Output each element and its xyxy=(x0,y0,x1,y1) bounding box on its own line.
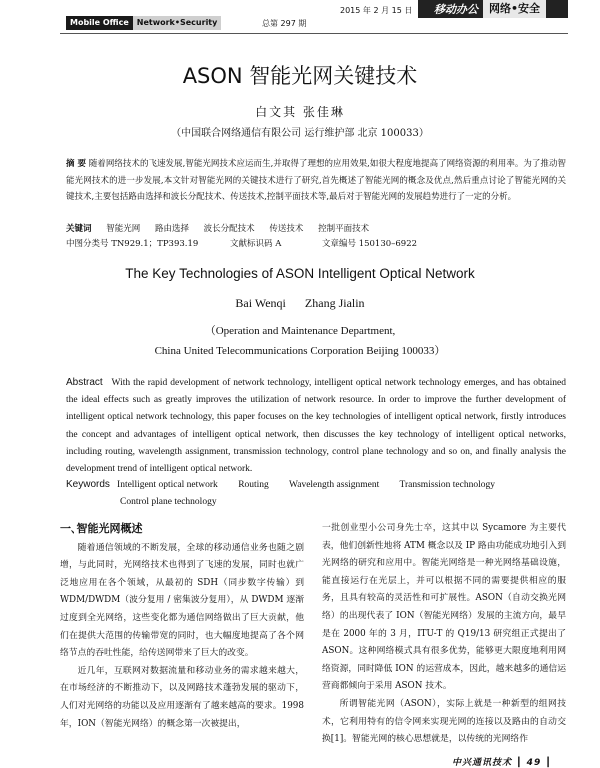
document-code: 文献标识码 A xyxy=(230,239,282,249)
issue-number: 总第 297 期 xyxy=(262,19,307,28)
clc-number: 中图分类号 TN929.1；TP393.19 xyxy=(66,239,199,249)
keyword-en: Routing xyxy=(238,480,269,490)
paper-title-en: The Key Technologies of ASON Intelligent Optical Network xyxy=(125,266,475,281)
abstract-cn-text: 随着网络技术的飞速发展,智能光网技术应运而生,并取得了理想的应用效果,如很大程度地提高了网络资源的利用率。为了推动智能光网技术的进一步发展,本文针对智能光网的关键技术进行了研究,首先概述了智能光网的概念及优点,然后重点讨论了智能光网的关键技术,主要包括路由选择和波长分配技术、传送技术,控制平面技术等,最后对于智能光网的发展趋势进行了一定的分析。 xyxy=(66,159,566,202)
author-en: Zhang Jialin xyxy=(304,296,365,310)
abstract-en-label: Abstract xyxy=(66,377,103,388)
keywords-cn-label: 关键词 xyxy=(66,224,92,234)
keyword-cn: 智能光网 xyxy=(106,224,141,234)
paragraph: 随着通信领域的不断发展，全球的移动通信业务也随之剧增，与此同时，光网络技术也得到了飞速的发展，同时也就广泛地应用在各个领域，从最初的 SDH（同步数字传输）到 WDM/DWDM（波分复用 / 密集波分复用），从 DWDM 逐渐过度到全光网络，这些变化都为通信网络做出了巨大贡献，他们在提供大范围的传输带宽的同时，也大幅度地提高了各个网络节点的吞吐性能，给传送网带来了巨大的改变。 xyxy=(60,542,304,659)
paragraph: 一批创业型小公司身先士卒，这其中以 Sycamore 为主要代表，他们创新性地将 ATM 概念以及 IP 路由功能成功地引入到光网络的研究和应用中。智能光网络是一种光网络基础设施，能直接运行在光层上，并可以根据不同的需要提供相应的服务，且具有较高的灵活性和可扩展性。ASON（自动交换光网络）的出现代表了 ION（智能光网络）发展的主流方向，最早是在 2000 年的 3 月，ITU-T 的 Q19/13 研究组正式提出了 ASON。这种网络模式具有很多优势，能够更大限度地利用网络资源，同时降低 ION 的运营成本，因此，越来越多的通信运营商都倾向于采用 ASON 技术。 xyxy=(322,523,566,692)
abstract-en xyxy=(66,374,566,478)
keyword-en: Transmission technology xyxy=(399,480,495,490)
author-en: Bai Wenqi xyxy=(235,296,286,310)
network-security-label: Network•Security xyxy=(133,16,222,30)
article-number: 文章编号 150130–6922 xyxy=(322,239,418,249)
keyword-cn: 波长分配技术 xyxy=(203,224,255,234)
keyword-cn: 路由选择 xyxy=(154,224,189,234)
keyword-cn: 传送技术 xyxy=(269,224,304,234)
abstract-cn xyxy=(66,156,566,206)
section-banner xyxy=(418,0,568,18)
affiliation-en-line2: China United Telecommunications Corporation Beijing 100033） xyxy=(154,345,446,357)
keywords-cn xyxy=(66,222,381,234)
journal-tag xyxy=(66,16,221,30)
section-cn-1: 移动办公 xyxy=(434,3,478,16)
affiliation-en-line1: （Operation and Maintenance Department, xyxy=(204,325,396,337)
paragraph: 所谓智能光网（ASON），实际上就是一种新型的组网技术，它利用特有的信令网来实现光网的连接以及路由的自动交换[1]。智能光网的核心思想就是，以传统的光网络作 xyxy=(322,698,566,745)
abstract-en-text: With the rapid development of network technology, intelligent optical network technology emerges, and has obtained the ideal effects such as greatly improves the utilization of network resource. In order to improve the further development of intelligent optical network technology, this paper focuses on the key technologies of intelligent optical network, firstly introduces the concept and advantages of intelligent optical network, then discusses the key technology of intelligent optical networks, including routing, wavelength assignment, transmission technology, control plane technology and so on, and finally analysis the development trend of intelligent optical network. xyxy=(66,378,566,475)
page-footer: 中兴通讯技术 ┃ 49 ┃ xyxy=(452,758,552,768)
paragraph: 近几年，互联网对数据流量和移动业务的需求越来越大，在市场经济的不断推动下，以及网路技术蓬勃发展的驱动下，人们对光网络的功能以及应用逐渐有了越来越高的要求。1998 年，ION（智能光网络）的概念第一次被提出， xyxy=(60,665,304,729)
keywords-en xyxy=(66,476,566,511)
body-column-left xyxy=(60,520,304,733)
keyword-en: Control plane technology xyxy=(120,497,217,507)
header-divider xyxy=(60,33,568,34)
affiliation-cn: （中国联合网络通信有限公司 运行维护部 北京 100033） xyxy=(171,128,429,139)
section-heading: 一､智能光网概述 xyxy=(60,522,143,535)
keyword-cn: 控制平面技术 xyxy=(318,224,370,234)
issue-date: 2015 年 2 月 15 日 xyxy=(340,6,413,15)
abstract-cn-label: 摘 要 xyxy=(66,159,87,169)
authors-en xyxy=(0,296,600,311)
authors-cn: 白文其 张佳琳 xyxy=(255,105,345,119)
paper-title-cn: ASON 智能光网关键技术 xyxy=(182,64,418,88)
keyword-en: Wavelength assignment xyxy=(289,480,380,490)
keywords-en-label: Keywords xyxy=(66,479,110,490)
body-column-right xyxy=(322,520,566,749)
section-cn-2: 网络•安全 xyxy=(483,0,546,18)
mobile-office-label: Mobile Office xyxy=(66,16,133,30)
keyword-en: Intelligent optical network xyxy=(117,480,218,490)
